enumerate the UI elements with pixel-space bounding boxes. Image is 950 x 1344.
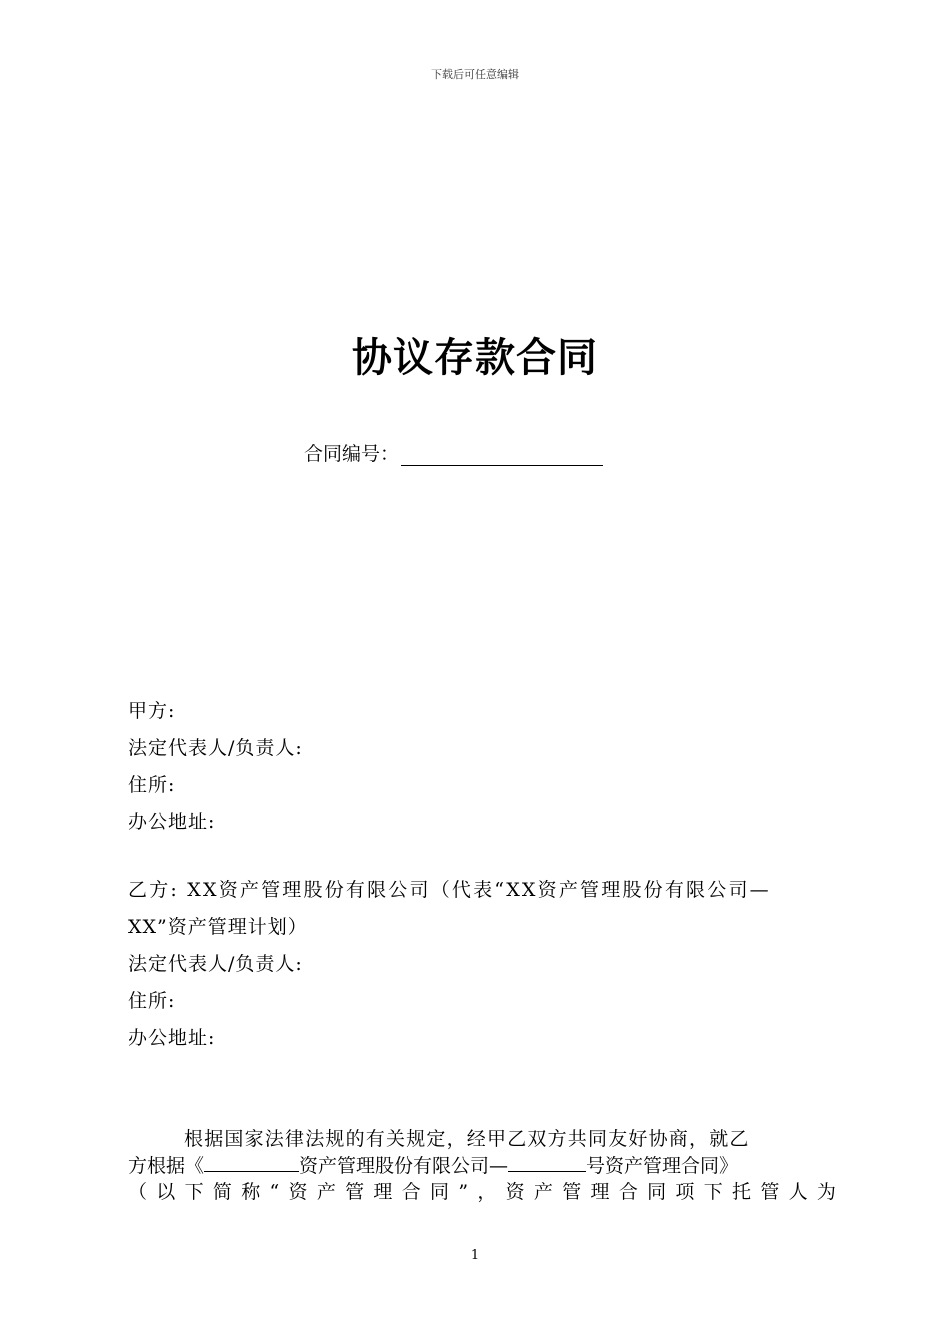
party-b-name-line1: 乙方: XX资产管理股份有限公司（代表“XX资产管理股份有限公司—: [128, 879, 771, 901]
party-a-residence-label: 住所:: [128, 774, 176, 796]
party-b-residence-label: 住所:: [128, 990, 176, 1012]
contract-number-field: [304, 439, 603, 466]
party-b-name-line2: XX”资产管理计划）: [128, 916, 308, 938]
contract-number-blank: [401, 443, 603, 466]
party-a-name-label: 甲方:: [128, 700, 176, 722]
preamble-line-2-part-a: 方根据《: [128, 1155, 205, 1177]
party-b-block: [128, 872, 828, 1057]
preamble-line-1: 根据国家法律法规的有关规定，经甲乙双方共同友好协商，就乙: [184, 1128, 750, 1150]
party-b-legal-rep-label: 法定代表人/负责人:: [128, 953, 303, 975]
contract-number-inline-blank: [508, 1152, 586, 1172]
preamble-line-3: （以下简称“资产管理合同”，资产管理合同项下托管人为: [128, 1181, 846, 1203]
preamble-paragraph: [128, 1126, 846, 1205]
preamble-line-2-part-c: 号资产管理合同》: [586, 1155, 739, 1177]
party-a-office-label: 办公地址:: [128, 811, 216, 833]
preamble-line-2-part-b: 资产管理股份有限公司—: [299, 1155, 509, 1177]
asset-manager-name-blank: [204, 1152, 299, 1172]
party-a-legal-rep-label: 法定代表人/负责人:: [128, 737, 303, 759]
document-title: 协议存款合同: [352, 335, 598, 381]
page-number: 1: [470, 1248, 480, 1263]
party-b-office-label: 办公地址:: [128, 1027, 216, 1049]
party-a-block: [128, 693, 828, 841]
header-note: 下载后可任意编辑: [431, 68, 519, 81]
preamble-line-2: [128, 1152, 824, 1179]
contract-number-label: 合同编号：: [304, 443, 400, 465]
